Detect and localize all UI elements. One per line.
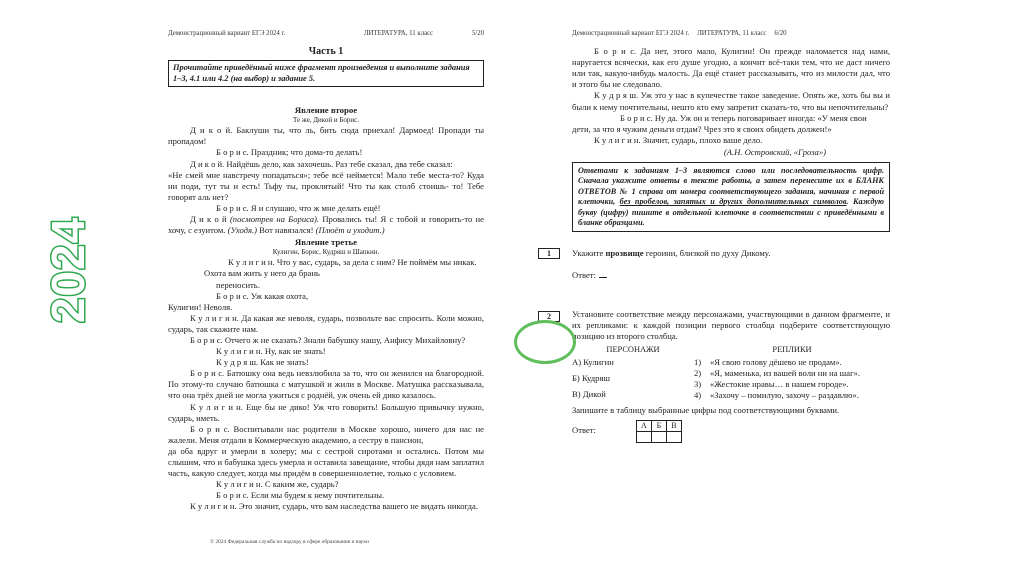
task-number-box: 1 bbox=[538, 248, 560, 259]
dialogue-line: К у л и г и н. Еще бы не дико! Уж что говорить! Большую привычку нужно, сударь, иметь. bbox=[168, 401, 484, 423]
highlight-circle bbox=[514, 320, 576, 364]
answer-instruction: Ответами к заданиям 1–3 являются слово или последовательность цифр. Сначала укажите ответы в тексте работы, а затем перенесите их в БЛАНК ОТВЕТОВ № 1 справа от номера соответствующего задания, начиная с первой клеточки, без пробелов, запятых и других дополнительных символов. Каждую букву (цифру) пишите в отдельной клеточке в соответствии с приведёнными в бланке образцами. bbox=[572, 162, 890, 232]
header-subject: ЛИТЕРАТУРА, 11 класс bbox=[697, 30, 767, 37]
dialogue-line: К у д р я ш. Уж это у нас в купечестве такое заведение. Опять же, хоть бы вы и были к нему почтительны, нешто кто ему запретит сказать-то, что вы непочтительны? bbox=[572, 90, 890, 112]
reply-item: 4) «Захочу – помилую, захочу – раздавлю». bbox=[694, 390, 859, 401]
dialogue-line: Д и к о й (посмотрев на Бориса). Провались ты! Я с тобой и говорить-то не хочу, с езуитом. (Уходя.) Вот навязался! (Плюёт и уходит.) bbox=[168, 214, 484, 236]
dialogue-line: Д и к о й. Найдёшь дело, как захочешь. Раз тебе сказал, два тебе сказал: bbox=[190, 158, 453, 169]
answer-column-letter: Б bbox=[651, 421, 666, 432]
left-running-head bbox=[168, 28, 484, 39]
dialogue-line: Б о р и с. Батюшку она ведь невзлюбила за то, что он женился на благородной. По этому-то случаю батюшка с матушкой и жили в Москве. Матушка рассказывала, что она трёх дней не могла ужиться с роднёй, уж очень ей дико казалось. bbox=[168, 368, 484, 401]
task-1 bbox=[547, 248, 890, 280]
scene-cast: Те же, Дикой и Борис. bbox=[293, 116, 359, 125]
dialogue-line: да оба вдруг и умерли в холеру; мы с сестрой сиротами и остались. Потом мы слышим, что и бабушка здесь умерла и оставила завещание, чтобы дядя нам заплатил часть, какую следует, когда мы придём в совершеннолетие, только с условием. bbox=[168, 445, 484, 479]
left-page bbox=[168, 28, 484, 512]
text-source: (А.Н. Островский, «Гроза») bbox=[723, 146, 826, 157]
right-running-head bbox=[572, 28, 890, 39]
dialogue-line: «Не смей мне навстречу попадаться»; тебе всё неймется! Мало тебе места-то? Куда ни поди, тут ты и есть! Тьфу ты, проклятый! Что ты как столб стоишь- то! Тебе говорят аль нет? bbox=[168, 169, 484, 202]
characters-heading: ПЕРСОНАЖИ bbox=[606, 344, 660, 354]
right-page bbox=[547, 28, 890, 443]
answer-cell[interactable] bbox=[636, 432, 651, 443]
reply-item: 2) «Я, маменька, из вашей воли ни на шаг». bbox=[694, 368, 861, 379]
reply-item: 1) «Я свою голову дёшево не продам». bbox=[694, 357, 842, 368]
answer-column-letter: В bbox=[666, 421, 681, 432]
dialogue-line: Кулигин! Неволя. bbox=[168, 301, 233, 312]
year-label: 2024 bbox=[42, 216, 94, 324]
replies-heading: РЕПЛИКИ bbox=[772, 344, 812, 354]
dialogue-line: К у д р я ш. Как не знать! bbox=[216, 357, 309, 368]
characters-column bbox=[572, 344, 694, 405]
header-exam: Демонстрационный вариант ЕГЭ 2024 г. bbox=[572, 30, 690, 37]
dialogue-line: Д и к о й. Баклуши ты, что ль, бить сюда приехал! Дармоед! Пропади ты пропадом! bbox=[168, 125, 484, 147]
answer-column-letter: А bbox=[636, 421, 651, 432]
dialogue-line: Б о р и с. Ну да. Уж он и теперь поговаривает иногда: «У меня свои bbox=[620, 112, 867, 123]
dialogue-line: переносить. bbox=[216, 279, 260, 290]
task-number-box: 2 bbox=[538, 311, 560, 322]
header-page-number: 6/20 bbox=[774, 30, 787, 37]
dialogue-line: К у л и г и н. Это значит, сударь, что вам наследства вашего не видать никогда. bbox=[190, 501, 478, 512]
task-1-text: Укажите прозвище героини, близкой по духу Дикому. bbox=[572, 248, 771, 259]
header-page-number: 5/20 bbox=[471, 30, 484, 37]
task-1-answer: Ответ: bbox=[572, 270, 890, 281]
dialogue-line: К у л и г и н. С каким же, сударь? bbox=[216, 479, 339, 490]
dialogue-line: К у л и г и н. Что у вас, сударь, за дела с ним? Не поймём мы никак. bbox=[228, 257, 477, 268]
answer-field[interactable] bbox=[599, 270, 607, 278]
dialogue-line: Б о р и с. Отчего ж не сказать? Знали бабушку нашу, Анфису Михайловну? bbox=[190, 334, 466, 345]
scene-title: Явление третье bbox=[294, 237, 358, 248]
header-subject: ЛИТЕРАТУРА, 11 класс bbox=[363, 30, 434, 37]
dialogue-line: дети, за что я чужим деньги отдам? Чрез это я своих обидеть должен!» bbox=[572, 123, 832, 134]
dialogue-line: Б о р и с. Да нет, этого мало, Кулигин! Он прежде наломается над нами, наругается всячески, как его душе угодно, а кончит всё-таки тем, что не даст ничего или так, какую-нибудь малость. Да ещё станет рассказывать, что из милости дал, что и этого бы не следовало. bbox=[572, 46, 890, 90]
table-note: Запишите в таблицу выбранные цифры под соответствующими буквами. bbox=[572, 405, 840, 416]
character-item: А) Кулигин bbox=[572, 357, 614, 368]
reading-instruction: Прочитайте приведённый ниже фрагмент произведения и выполните задания 1–3, 4.1 или 4.2 (на выбор) и задание 5. bbox=[168, 60, 484, 87]
task-2-answer bbox=[572, 418, 890, 443]
part-title: Часть 1 bbox=[308, 46, 344, 58]
answer-cell[interactable] bbox=[651, 432, 666, 443]
dialogue-line: К у л и г и н. Ну, как не знать! bbox=[216, 346, 326, 357]
dialogue-line: Б о р и с. Если мы будем к нему почтительны. bbox=[216, 490, 385, 501]
answer-cell[interactable] bbox=[666, 432, 681, 443]
answer-table bbox=[636, 420, 682, 443]
replies-column bbox=[694, 344, 890, 405]
character-item: Б) Кудряш bbox=[572, 373, 611, 384]
header-exam: Демонстрационный вариант ЕГЭ 2024 г. bbox=[168, 30, 286, 37]
copyright-footer: © 2024 Федеральная служба по надзору в сфере образования и науки bbox=[210, 539, 369, 545]
character-item: В) Дикой bbox=[572, 389, 606, 400]
answer-label: Ответ: bbox=[572, 425, 596, 436]
dialogue-line: Б о р и с. Воспитывали нас родители в Москве хорошо, ничего для нас не жалели. Меня отдали в Коммерческую академию, а сестру в пансион, bbox=[168, 423, 484, 445]
scene-title: Явление второе bbox=[294, 105, 358, 116]
dialogue-line: Б о р и с. Праздник; что дома-то делать! bbox=[216, 147, 363, 158]
matching-columns bbox=[572, 344, 890, 405]
scene-cast: Кулигин, Борис, Кудряш и Шапкин. bbox=[272, 248, 380, 257]
dialogue-line: Б о р и с. Уж какая охота, bbox=[216, 290, 309, 301]
task-2-text: Установите соответствие между персонажами, участвующими в данном фрагменте, и их репликами: к каждой позиции первого столбца подберите соответствующую позицию из второго столбца. bbox=[572, 308, 890, 341]
dialogue-line: К у л и г и н. Да какая же неволя, сударь, позвольте вас спросить. Коли можно, сударь, так скажите нам. bbox=[168, 312, 484, 334]
reply-item: 3) «Жестокие нравы… в нашем городе». bbox=[694, 379, 849, 390]
task-2 bbox=[547, 308, 890, 443]
dialogue-line: Охота вам жить у него да брань bbox=[204, 268, 320, 279]
dialogue-line: Б о р и с. Я и слушаю, что ж мне делать ещё! bbox=[216, 202, 381, 213]
dialogue-line: К у л и г и н. Значит, сударь, плохо ваше дело. bbox=[594, 134, 763, 145]
